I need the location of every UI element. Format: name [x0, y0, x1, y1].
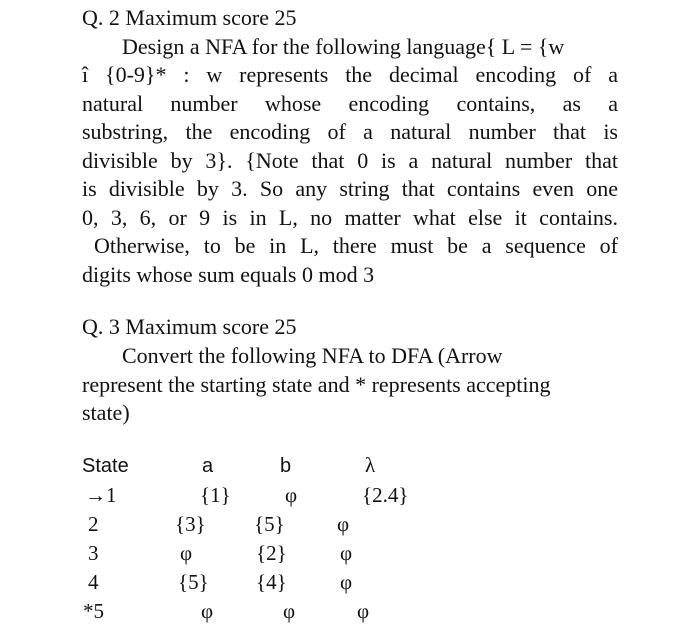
q2-line-3: natural number whose encoding contains, as a: [82, 91, 618, 116]
q2-line-9: digits whose sum equals 0 mod 3: [82, 262, 375, 287]
q2-line-5: divisible by 3}. {Note that 0 is a natural number that: [82, 148, 618, 173]
table-cell-state: 4: [88, 570, 99, 594]
q2-title: Q. 2 Maximum score 25: [82, 5, 297, 30]
table-cell-state: →1: [85, 483, 117, 507]
table-cell-b: {4}: [256, 570, 287, 594]
q3-line-3: state): [82, 400, 130, 425]
table-cell-a: {3}: [175, 512, 206, 536]
table-cell-b: φ: [285, 483, 298, 507]
table-header-a: a: [202, 455, 214, 477]
table-header-lambda: λ: [365, 453, 376, 477]
table-cell-a: {1}: [200, 483, 231, 507]
q3-title: Q. 3 Maximum score 25: [82, 314, 297, 339]
q3-line-2: represent the starting state and * represents accepting: [82, 372, 551, 397]
table-cell-a: {5}: [178, 570, 209, 594]
q2-line-4: substring, the encoding of a natural number that is: [82, 119, 618, 144]
table-cell-b: {5}: [254, 512, 285, 536]
q2-line-1: Design a NFA for the following language{ L = {w: [122, 34, 565, 59]
table-header-b: b: [280, 455, 292, 477]
table-cell-state: 2: [88, 512, 99, 536]
table-cell-a: φ: [201, 599, 214, 623]
table-cell-a: φ: [180, 541, 193, 565]
table-cell-b: φ: [283, 599, 296, 623]
table-cell-state: *5: [83, 599, 104, 623]
q2-line-8: Otherwise, to be in L, there must be a sequence of: [94, 233, 618, 258]
q2-line-6: is divisible by 3. So any string that contains even one: [82, 176, 618, 201]
q2-line-7: 0, 3, 6, or 9 is in L, no matter what else it contains.: [82, 205, 618, 230]
q3-line-1: Convert the following NFA to DFA (Arrow: [122, 343, 503, 368]
table-cell-state: 3: [88, 541, 99, 565]
table-cell-lambda: φ: [340, 541, 353, 565]
table-cell-lambda: {2.4}: [362, 483, 409, 507]
table-cell-b: {2}: [256, 541, 287, 565]
table-header-state: State: [82, 455, 129, 477]
table-cell-lambda: φ: [337, 512, 350, 536]
table-cell-lambda: φ: [340, 570, 353, 594]
q2-line-2: î {0-9}* : w represents the decimal encoding of a: [82, 62, 618, 87]
table-cell-lambda: φ: [357, 599, 370, 623]
